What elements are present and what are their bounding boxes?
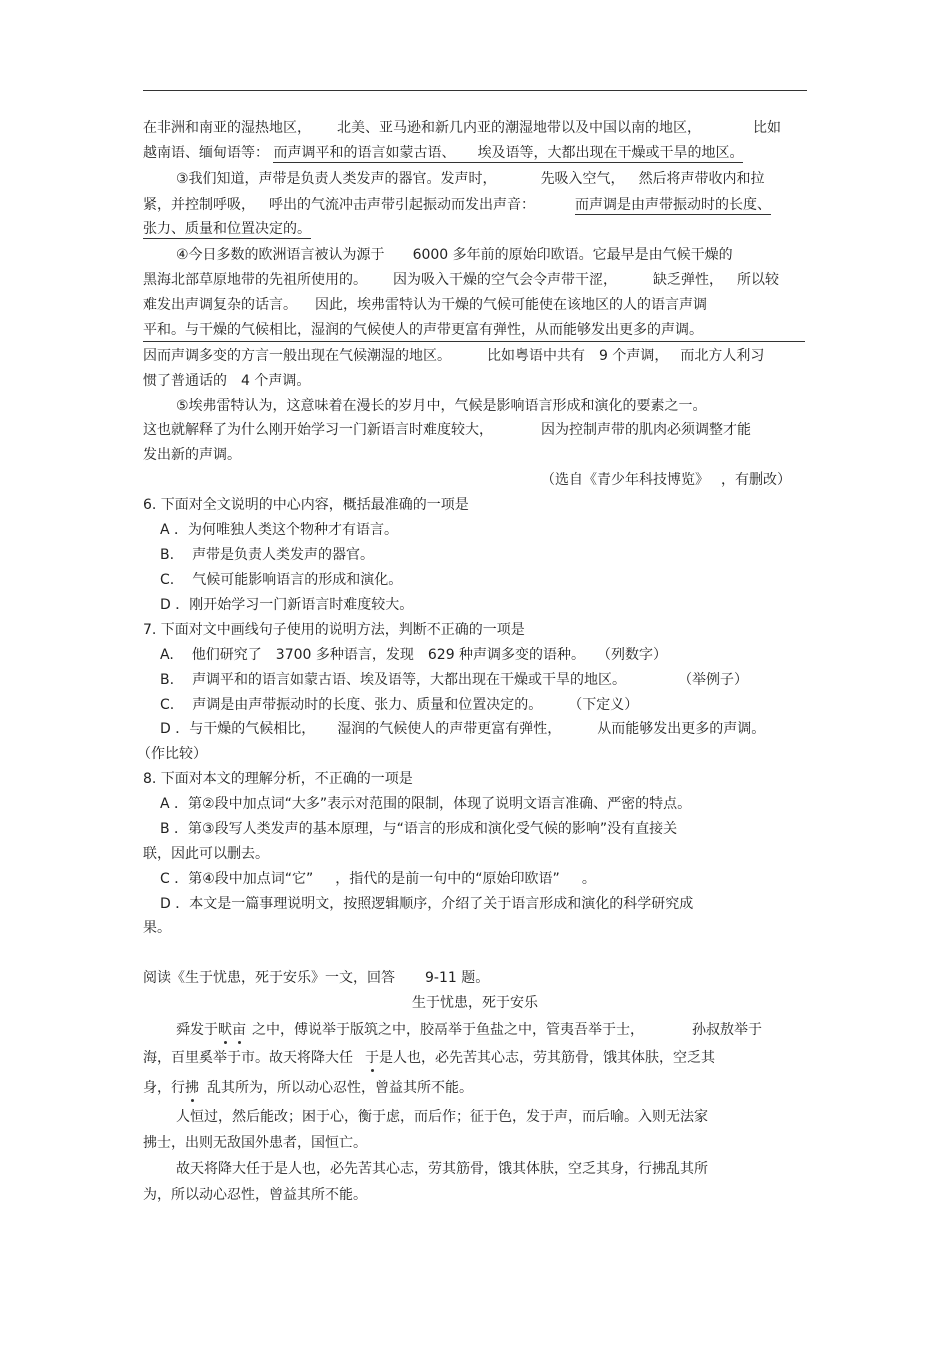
text: ④今日多数的欧洲语言被认为源于 bbox=[176, 247, 385, 263]
para4-line2 bbox=[143, 270, 779, 290]
dotted-word: 畎 bbox=[218, 1022, 232, 1038]
text: 比如 bbox=[753, 120, 781, 136]
text: 惯了普通话的 bbox=[143, 373, 227, 389]
q7-option-d-note: （作比较） bbox=[137, 746, 207, 762]
text: 因为控制声带的肌肉必须调整才能 bbox=[541, 422, 751, 438]
header-rule bbox=[143, 90, 807, 91]
text: （举例子） bbox=[678, 672, 749, 688]
text: 他们研究了 bbox=[191, 647, 262, 663]
text: 4 个声调。 bbox=[241, 373, 311, 389]
underlined-sentence: 而声调是由声带振动时的长度、 bbox=[575, 197, 771, 213]
text: 3700 多种语言，发现 bbox=[275, 647, 414, 663]
q8-option-b: B ．第③段写人类发声的基本原理，与“语言的形成和演化受气候的影响”没有直接关 bbox=[160, 821, 678, 837]
text: 气候可能影响语言的形成和演化。 bbox=[192, 572, 403, 588]
text: 是人也，必先苦其心志，劳其筋骨，饿其体肤，空乏其 bbox=[379, 1050, 715, 1066]
text: 。 bbox=[581, 871, 596, 887]
q8-option-c bbox=[160, 869, 596, 889]
para3-line2 bbox=[143, 195, 771, 215]
text: 越南语、缅甸语等： bbox=[143, 145, 269, 161]
text: 孙叔敖举于 bbox=[692, 1022, 762, 1038]
text: 舜发于 bbox=[176, 1022, 218, 1038]
text: 声带是负责人类发声的器官。 bbox=[192, 547, 375, 563]
option-key: B. bbox=[160, 672, 175, 688]
text: 这也就解释了为什么刚开始学习一门新语言时难度较大， bbox=[143, 422, 493, 438]
text: （下定义） bbox=[568, 697, 639, 713]
text: 缺乏弹性， bbox=[653, 272, 723, 288]
text: 阅读《生于忧患，死于安乐》一文，回答 bbox=[143, 970, 395, 986]
para2-line1 bbox=[143, 118, 781, 138]
para4-line1 bbox=[176, 245, 733, 265]
para4-line5 bbox=[143, 346, 764, 366]
text: 629 种声调多变的语种。 bbox=[427, 647, 586, 663]
text: 所以较 bbox=[737, 272, 779, 288]
question-7-stem: 7. 下面对文中画线句子使用的说明方法，判断不正确的一项是 bbox=[143, 622, 525, 638]
text: 紧，并控制呼吸， bbox=[143, 197, 255, 213]
text: 声调是由声带振动时的长度、张力、质量和位置决定的。 bbox=[192, 697, 543, 713]
para5-line2 bbox=[143, 420, 751, 440]
q7-option-a bbox=[160, 645, 667, 665]
q8-option-d: D ．本文是一篇事理说明文，按照逻辑顺序，介绍了关于语言形成和演化的科学研究成 bbox=[160, 896, 694, 912]
dotted-word: 于 bbox=[365, 1050, 379, 1066]
question-6-stem: 6. 下面对全文说明的中心内容，概括最准确的一项是 bbox=[143, 497, 469, 513]
underlined-sentence: 平和。与干燥的气候相比，湿润的气候使人的声带更富有弹性，从而能够发出更多的声调。 bbox=[143, 320, 805, 342]
text: 之中，傅说举于版筑之中，胶鬲举于鱼盐之中，管夷吾举于士， bbox=[252, 1022, 644, 1038]
text: 声调平和的语言如蒙古语、埃及语等，大都出现在干燥或干旱的地区。 bbox=[192, 672, 627, 688]
text: 然后将声带收内和拉 bbox=[638, 171, 765, 187]
option-key: C. bbox=[160, 697, 175, 713]
passage-p3-line2: 为，所以动心忍性，曾益其所不能。 bbox=[143, 1187, 367, 1203]
q6-option-a: A ．为何唯独人类这个物种才有语言。 bbox=[160, 522, 399, 538]
underlined-sentence: 张力、质量和位置决定的。 bbox=[143, 221, 311, 237]
text: 从而能够发出更多的声调。 bbox=[597, 721, 766, 737]
para5-line3: 发出新的声调。 bbox=[143, 447, 241, 463]
passage-p1-line1 bbox=[176, 1020, 762, 1040]
text: 乱其所为，所以动心忍性，曾益其所不能。 bbox=[207, 1080, 473, 1096]
q8-option-a: A ．第②段中加点词“大多”表示对范围的限制，体现了说明文语言准确、严密的特点。 bbox=[160, 796, 692, 812]
passage-p3-line1: 故天将降大任于是人也，必先苦其心志，劳其筋骨，饿其体肤，空乏其身，行拂乱其所 bbox=[176, 1161, 708, 1177]
option-key: C. bbox=[160, 572, 175, 588]
reading-intro bbox=[143, 968, 489, 988]
text: 因此，埃弗雷特认为干燥的气候可能使在该地区的人的语言声调 bbox=[315, 297, 707, 313]
text: ，有删改） bbox=[721, 472, 791, 488]
text: 因为吸入干燥的空气会令声带干涩， bbox=[393, 272, 617, 288]
text: 在非洲和南亚的湿热地区， bbox=[143, 120, 311, 136]
text: C ．第④段中加点词“它” bbox=[160, 871, 314, 887]
underlined-sentence bbox=[273, 145, 743, 163]
para4-line3 bbox=[143, 295, 707, 315]
dotted-word: 亩 bbox=[232, 1022, 246, 1038]
text: ③我们知道，声带是负责人类发声的器官。发声时， bbox=[176, 171, 497, 187]
text: （列数字） bbox=[597, 647, 668, 663]
text: D ．与干燥的气候相比， bbox=[160, 721, 316, 737]
option-key: B. bbox=[160, 547, 175, 563]
text: 6000 多年前的原始印欧语。它最早是由气候干燥的 bbox=[412, 247, 733, 263]
q8-option-b-cont: 联，因此可以删去。 bbox=[143, 846, 269, 862]
text: 埃及语等，大都出现在干燥或干旱的地区。 bbox=[477, 145, 744, 161]
source-note bbox=[541, 470, 791, 490]
para2-line2 bbox=[143, 143, 743, 163]
q8-option-d-cont: 果。 bbox=[143, 920, 171, 936]
text: （选自《青少年科技博览》 bbox=[541, 472, 709, 488]
q6-option-b bbox=[160, 545, 374, 565]
para4-line4 bbox=[143, 320, 805, 342]
passage-p1-line2 bbox=[143, 1048, 715, 1068]
text: 因而声调多变的方言一般出现在气候潮湿的地区。 bbox=[143, 348, 451, 364]
q6-option-d: D ．刚开始学习一门新语言时难度较大。 bbox=[160, 597, 414, 613]
text: 呼出的气流冲击声带引起振动而发出声音： bbox=[269, 197, 535, 213]
para3-line3 bbox=[143, 219, 311, 239]
passage-p2-line2: 拂士，出则无敌国外患者，国恒亡。 bbox=[143, 1135, 367, 1151]
text: ，指代的是前一句中的“原始印欧语” bbox=[335, 871, 560, 887]
question-8-stem: 8. 下面对本文的理解分析，不正确的一项是 bbox=[143, 771, 413, 787]
text: 海，百里奚举于市。故天将降大任 bbox=[143, 1050, 353, 1066]
text: 先吸入空气， bbox=[540, 171, 625, 187]
dotted-word: 拂 bbox=[185, 1080, 199, 1096]
option-key: A. bbox=[160, 647, 174, 663]
text: 而声调平和的语言如蒙古语、 bbox=[273, 145, 456, 161]
q7-option-d bbox=[160, 719, 765, 739]
text: 9-11 题。 bbox=[425, 970, 490, 986]
text: 黑海北部草原地带的先祖所使用的。 bbox=[143, 272, 367, 288]
text: 湿润的气候使人的声带更富有弹性， bbox=[337, 721, 562, 737]
q7-option-c bbox=[160, 695, 638, 715]
para4-line6 bbox=[143, 371, 310, 391]
text: 难发出声调复杂的话言。 bbox=[143, 297, 297, 313]
text: 北美、亚马逊和新几内亚的潮湿地带以及中国以南的地区， bbox=[337, 120, 701, 136]
passage-p2-line1: 人恒过，然后能改；困于心，衡于虑，而后作；征于色，发于声，而后喻。入则无法家 bbox=[176, 1109, 708, 1125]
q6-option-c bbox=[160, 570, 402, 590]
text: 身，行 bbox=[143, 1080, 185, 1096]
para3-line1 bbox=[176, 169, 765, 189]
text: 比如粤语中共有 bbox=[487, 348, 585, 364]
passage-p1-line3 bbox=[143, 1078, 473, 1098]
passage-title: 生于忧患，死于安乐 bbox=[412, 995, 538, 1011]
text: 9 个声调， bbox=[599, 348, 669, 364]
q7-option-b bbox=[160, 670, 748, 690]
text: 而北方人利习 bbox=[680, 348, 765, 364]
para5-line1: ⑤埃弗雷特认为，这意味着在漫长的岁月中，气候是影响语言形成和演化的要素之一。 bbox=[176, 398, 707, 414]
